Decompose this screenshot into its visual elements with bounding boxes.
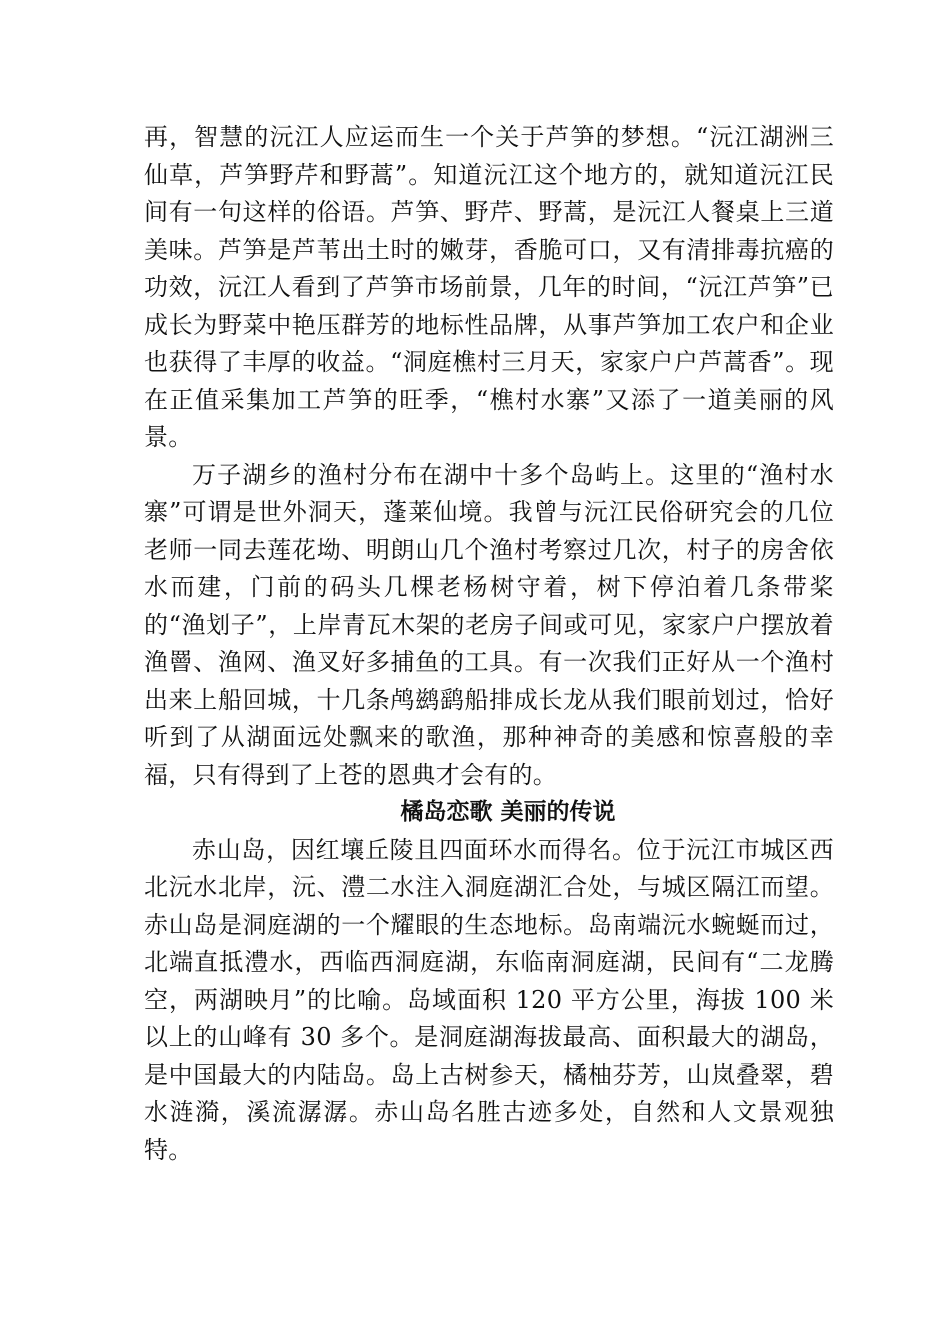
paragraph-reed-shoots: 再，智慧的沅江人应运而生一个关于芦笋的梦想。“沅江湖洲三仙草，芦笋野芹和野蒿”。知道沅江这个地方的，就知道沅江民间有一句这样的俗语。芦笋、野芹、野蒿，是沅江人餐桌上三道美味。芦笋是芦苇出土时的嫩芽，香脆可口，又有清排毒抗癌的功效，沅江人看到了芦笋市场前景，几年的时间，“沅江芦笋”已成长为野菜中艳压群芳的地标性品牌，从事芦笋加工农户和企业也获得了丰厚的收益。“洞庭樵村三月天，家家户户芦蒿香”。现在正值采集加工芦笋的旺季，“樵村水寨”又添了一道美丽的风景。 bbox=[144, 123, 834, 451]
document-page bbox=[144, 119, 834, 1169]
paragraph-fishing-villages: 万子湖乡的渔村分布在湖中十多个岛屿上。这里的“渔村水寨”可谓是世外洞天，蓬莱仙境。我曾与沅江民俗研究会的几位老师一同去莲花坳、明朗山几个渔村考察过几次，村子的房舍依水而建，门前的码头几棵老杨树守着，树下停泊着几条带桨的“渔划子”，上岸青瓦木架的老房子间或可见，家家户户摆放着渔罾、渔网、渔叉好多捕鱼的工具。有一次我们正好从一个渔村出来上船回城，十几条鸬鹚鹞船排成长龙从我们眼前划过，恰好听到了从湖面远处飘来的歌渔，那种神奇的美感和惊喜般的幸福，只有得到了上苍的恩典才会有的。 bbox=[144, 460, 834, 789]
section-heading: 橘岛恋歌 美丽的传说 bbox=[400, 799, 616, 825]
paragraph-chishan-island: 赤山岛，因红壤丘陵且四面环水而得名。位于沅江市城区西北沅水北岸，沅、澧二水注入洞庭湖汇合处，与城区隔江而望。赤山岛是洞庭湖的一个耀眼的生态地标。岛南端沅水蜿蜒而过，北端直抵澧水，西临西洞庭湖，东临南洞庭湖，民间有“二龙腾空，两湖映月”的比喻。岛域面积 120 平方公里，海拔 100 米以上的山峰有 30 多个。是洞庭湖海拔最高、面积最大的湖岛，是中国最大的内陆岛。岛上古树参天，橘柚芬芳，山岚叠翠，碧水涟漪，溪流潺潺。赤山岛名胜古迹多处，自然和人文景观独特。 bbox=[144, 835, 834, 1164]
